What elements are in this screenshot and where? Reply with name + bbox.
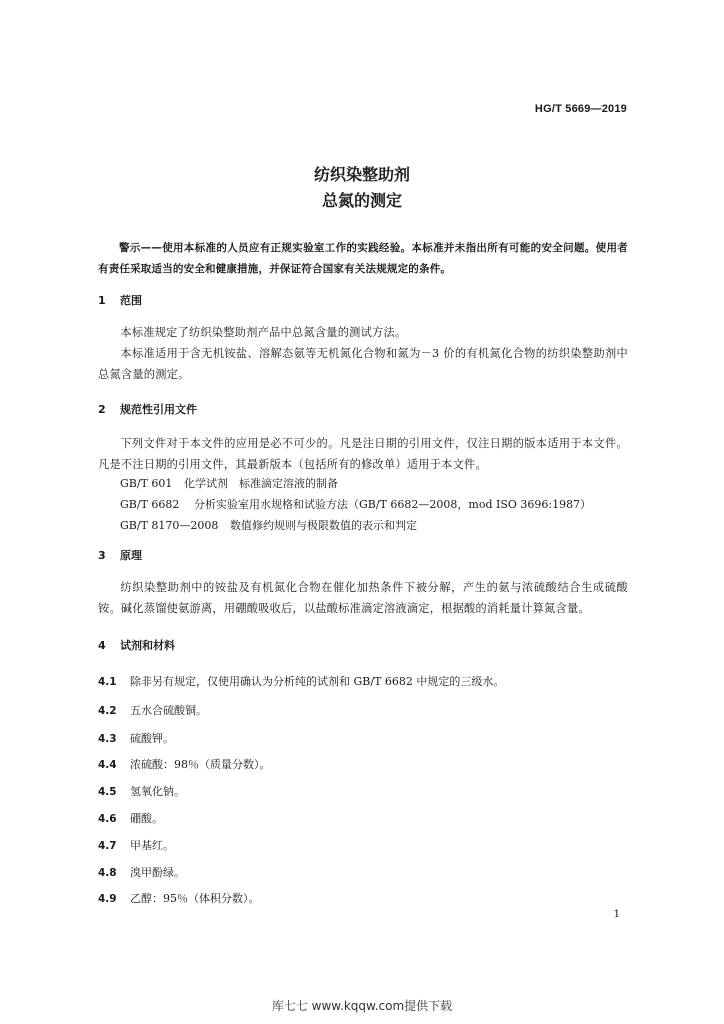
reference-code: GB/T 8170—2008 [120,519,219,532]
item-number: 4.3 [98,733,117,745]
reagent-item [98,890,260,906]
item-number: 4.5 [98,786,117,798]
section-heading-scope [98,292,142,308]
item-text: 甲基红。 [130,839,174,852]
item-number: 4.1 [98,676,117,688]
reference-title: 分析实验室用水规格和试验方法（GB/T 6682—2008，mod ISO 3696:1987） [194,498,592,511]
reagent-item [98,810,163,826]
item-number: 4.4 [98,759,117,771]
document-subtitle: 总氮的测定 [321,191,402,210]
section-title: 范围 [120,294,142,307]
section-number: 4 [98,639,106,652]
item-text: 硫酸钾。 [130,732,174,745]
reagent-item [98,756,271,772]
reference-code: GB/T 6682 [120,498,180,511]
standard-code: HG/T 5669—2019 [534,103,627,115]
reagent-item [98,837,174,853]
item-text: 浓硫酸：98％（质量分数）。 [130,758,271,771]
section-heading-principle [98,547,142,563]
reference-item [120,475,338,491]
page-number: 1 [613,909,620,920]
section-title: 试剂和材料 [120,639,175,652]
scope-paragraph-1: 本标准规定了纺织染整助剂产品中总氮含量的测试方法。 [120,326,407,339]
reagent-item [98,673,504,689]
item-text: 氢氧化钠。 [130,785,185,798]
safety-warning: 警示——使用本标准的人员应有正规实验室工作的实践经验。本标准并未指出所有可能的安全问题。使用者有责任采取适当的安全和健康措施，并保证符合国家有关法规规定的条件。 [98,242,628,275]
reference-title: 化学试剂 标准滴定溶液的制备 [184,477,338,490]
reference-item [120,496,591,512]
item-number: 4.9 [98,893,117,905]
item-text: 硼酸。 [130,812,163,825]
principle-paragraph: 纺织染整助剂中的铵盐及有机氮化合物在催化加热条件下被分解，产生的氨与浓硫酸结合生成硫酸铵。碱化蒸馏使氨游离，用硼酸吸收后，以盐酸标准滴定溶液滴定，根据酸的消耗量计算氮含量。 [98,581,628,615]
download-footer: 库七七 www.kqqw.com提供下载 [271,999,453,1013]
document-title: 纺织染整助剂 [313,165,410,184]
item-text: 除非另有规定，仅使用确认为分析纯的试剂和 GB/T 6682 中规定的三级水。 [130,675,505,688]
item-text: 五水合硫酸铜。 [130,704,207,717]
reference-item [120,517,417,533]
reagent-item [98,702,207,718]
item-text: 溴甲酚绿。 [130,866,185,879]
scope-paragraph-2: 本标准适用于含无机铵盐、溶解态氨等无机氮化合物和氮为－3 价的有机氮化合物的纺织染整助剂中总氮含量的测定。 [98,347,628,381]
references-intro: 下列文件对于本文件的应用是必不可少的。凡是注日期的引用文件，仅注日期的版本适用于本文件。凡是不注日期的引用文件，其最新版本（包括所有的修改单）适用于本文件。 [98,437,628,471]
reference-title: 数值修约规则与极限数值的表示和判定 [230,519,417,532]
reference-code: GB/T 601 [120,477,173,490]
item-number: 4.6 [98,813,117,825]
item-number: 4.7 [98,840,117,852]
section-title: 原理 [120,549,142,562]
item-number: 4.8 [98,867,117,879]
section-number: 3 [98,549,106,562]
section-title: 规范性引用文件 [120,403,197,416]
section-heading-reagents [98,637,175,653]
section-heading-references [98,401,197,417]
reagent-item [98,864,185,880]
reagent-item [98,783,185,799]
item-number: 4.2 [98,705,117,717]
section-number: 1 [98,294,106,307]
item-text: 乙醇：95％（体积分数）。 [130,892,260,905]
reagent-item [98,730,174,746]
section-number: 2 [98,403,106,416]
